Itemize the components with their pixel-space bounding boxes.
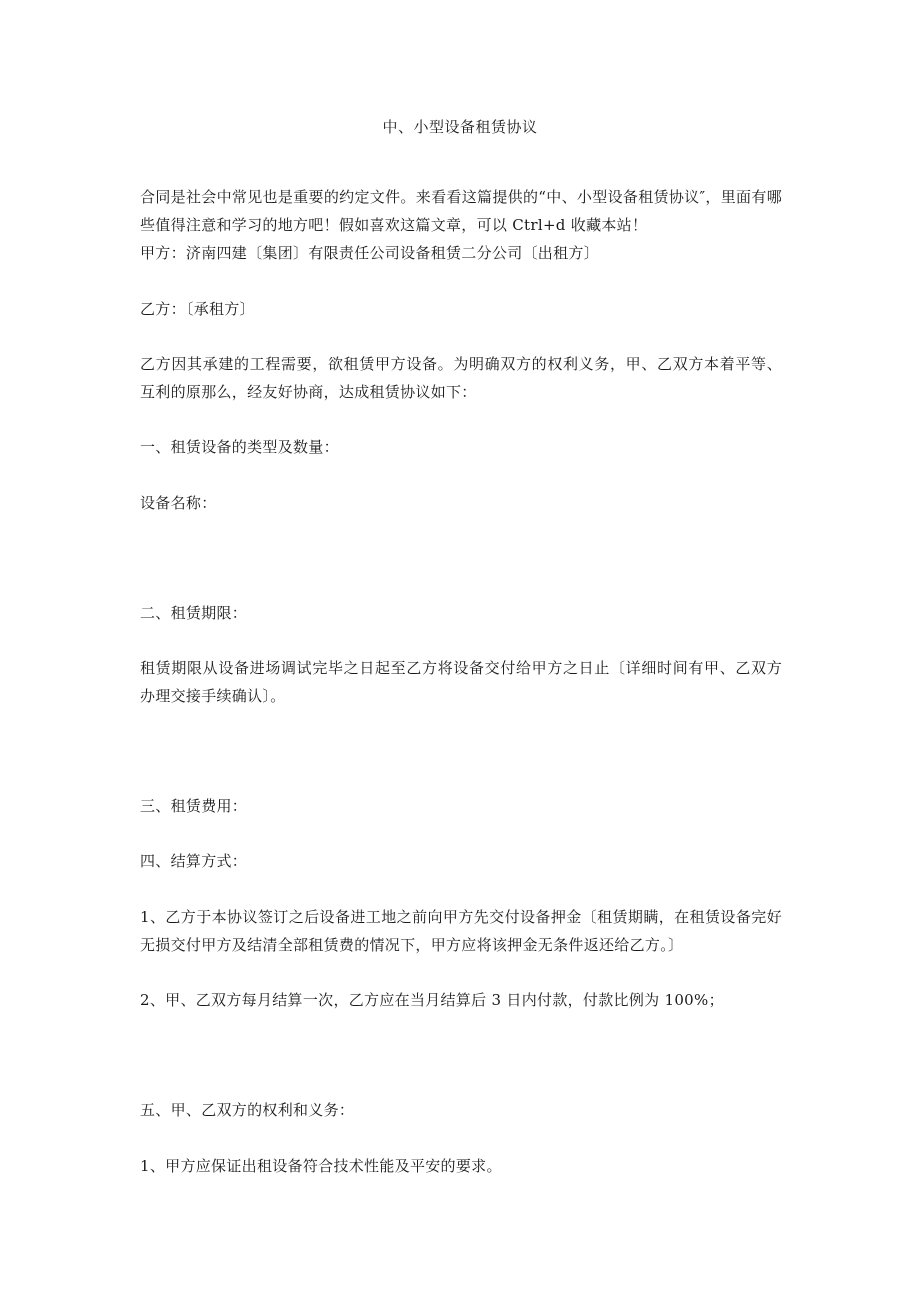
section-4-item-1: 1、乙方于本协议签订之后设备进工地之前向甲方先交付设备押金〔租赁期瞒，在租赁设备完好无损交付甲方及结清全部租赁费的情况下，甲方应将该押金无条件返还给乙方。〕 [140,908,782,954]
equipment-name-label: 设备名称： [140,494,217,512]
section-5-item-1: 1、甲方应保证出租设备符合技术性能及平安的要求。 [140,1157,502,1175]
section-4-item-2: 2、甲、乙双方每月结算一次，乙方应在当月结算后 3 日内付款，付款比例为 100%； [140,991,724,1009]
preamble-paragraph: 乙方因其承建的工程需要，欲租赁甲方设备。为明确双方的权利义务，甲、乙双方本着平等、互利的原那么，经友好协商，达成租赁协议如下： [140,355,782,401]
section-2-body: 租赁期限从设备进场调试完毕之日起至乙方将设备交付给甲方之日止〔详细时间有甲、乙双方办理交接手续确认〕。 [140,659,782,705]
section-5-heading: 五、甲、乙双方的权利和义务： [140,1101,355,1119]
party-a-line: 甲方：济南四建〔集团〕有限责任公司设备租赁二分公司〔出租方〕 [140,244,600,262]
document-title: 中、小型设备租赁协议 [382,118,538,136]
section-4-heading: 四、结算方式： [140,852,248,870]
section-1-heading: 一、租赁设备的类型及数量： [140,438,339,456]
section-3-heading: 三、租赁费用： [140,797,248,815]
party-b-line: 乙方：〔承租方〕 [140,300,255,318]
section-2-heading: 二、租赁期限： [140,604,248,622]
intro-paragraph: 合同是社会中常见也是重要的约定文件。来看看这篇提供的“中、小型设备租赁协议″，里面有哪些值得注意和学习的地方吧！假如喜欢这篇文章，可以 Ctrl+d 收藏本站！ [140,188,782,234]
